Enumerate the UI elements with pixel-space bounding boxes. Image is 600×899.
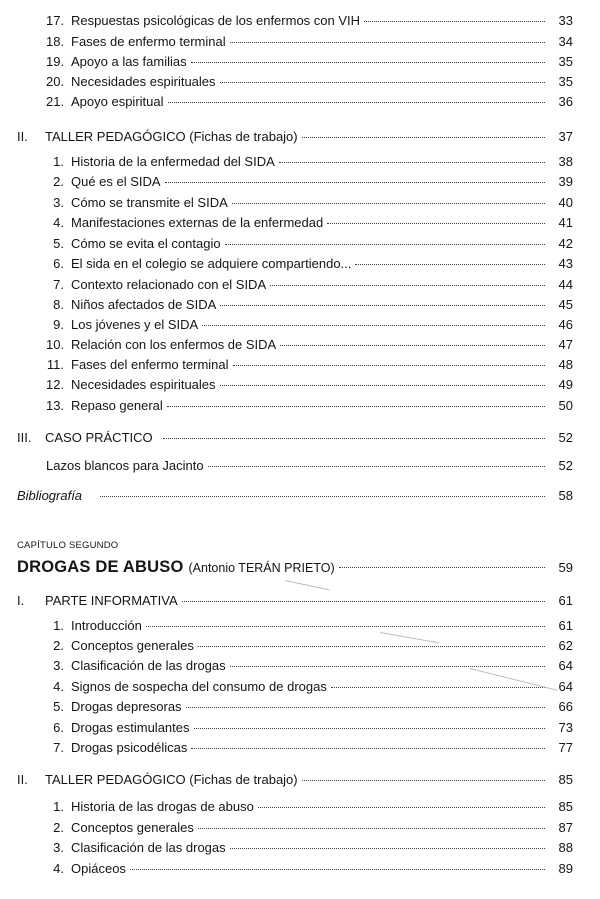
entry-number: 5. — [53, 699, 64, 714]
entry-number: 1. — [53, 799, 64, 814]
entry-title: Cómo se evita el contagio — [71, 236, 221, 251]
toc-entry[interactable] — [17, 487, 573, 505]
dot-leader — [167, 406, 545, 407]
entry-number: 9. — [53, 317, 64, 332]
toc-entry[interactable] — [46, 860, 573, 878]
entry-page-number: 87 — [558, 820, 573, 835]
dot-leader — [302, 780, 545, 781]
entry-page-number: 85 — [558, 772, 573, 787]
entry-number: 11. — [46, 357, 64, 372]
dot-leader — [280, 345, 545, 346]
entry-number: 7. — [53, 740, 64, 755]
dot-leader — [191, 62, 545, 63]
entry-page-number: 39 — [558, 174, 573, 189]
entry-title: Apoyo espiritual — [71, 94, 164, 109]
entry-title: Lazos blancos para Jacinto — [46, 458, 204, 473]
toc-entry[interactable] — [46, 698, 573, 716]
entry-page-number: 41 — [558, 215, 573, 230]
toc-entry[interactable] — [46, 53, 573, 71]
entry-title: Conceptos generales — [71, 820, 194, 835]
entry-page-number: 33 — [558, 13, 573, 28]
toc-entry[interactable] — [46, 739, 573, 757]
entry-number: 13. — [46, 398, 65, 413]
entry-number: 4. — [53, 679, 64, 694]
chapter-page-number: 59 — [558, 560, 573, 575]
dot-leader — [168, 102, 546, 103]
dot-leader — [225, 244, 545, 245]
dot-leader — [220, 385, 545, 386]
dot-leader — [302, 137, 545, 138]
entry-number: 4. — [53, 215, 64, 230]
entry-number: 21. — [46, 94, 65, 109]
dot-leader — [270, 285, 545, 286]
entry-title: Fases del enfermo terminal — [71, 357, 229, 372]
entry-number: 18. — [46, 34, 65, 49]
toc-entry[interactable] — [46, 819, 573, 837]
toc-entry[interactable] — [46, 93, 573, 111]
entry-number: 5. — [53, 236, 64, 251]
entry-page-number: 40 — [558, 195, 573, 210]
toc-section-entry[interactable] — [17, 771, 573, 789]
entry-title: Historia de la enfermedad del SIDA — [71, 154, 275, 169]
toc-entry[interactable] — [46, 316, 573, 334]
entry-title: TALLER PEDAGÓGICO (Fichas de trabajo) — [45, 772, 298, 787]
entry-number: 3. — [53, 195, 64, 210]
entry-number: 3. — [53, 840, 64, 855]
entry-number: 10. — [46, 337, 65, 352]
dot-leader — [146, 626, 545, 627]
toc-entry[interactable] — [46, 153, 573, 171]
toc-entry[interactable] — [46, 255, 573, 273]
toc-entry[interactable] — [46, 397, 573, 415]
dot-leader — [279, 162, 545, 163]
entry-title: Clasificación de las drogas — [71, 840, 226, 855]
entry-title: CASO PRÁCTICO — [45, 430, 153, 445]
entry-number: I. — [17, 593, 25, 608]
dot-leader — [233, 365, 545, 366]
dot-leader — [194, 728, 546, 729]
entry-page-number: 46 — [558, 317, 573, 332]
dot-leader — [186, 707, 545, 708]
dot-leader — [339, 567, 545, 568]
dot-leader — [163, 438, 545, 439]
chapter-title: DROGAS DE ABUSO — [17, 558, 184, 576]
entry-number: II. — [17, 129, 28, 144]
entry-title: Introducción — [71, 618, 142, 633]
dot-leader — [230, 666, 545, 667]
entry-page-number: 77 — [558, 740, 573, 755]
dot-leader — [331, 687, 545, 688]
entry-page-number: 61 — [558, 593, 573, 608]
dot-leader — [230, 848, 545, 849]
toc-entry[interactable] — [46, 173, 573, 191]
entry-title: Bibliografía — [17, 488, 83, 503]
entry-number: 7. — [53, 277, 64, 292]
dot-leader — [208, 466, 545, 467]
entry-page-number: 61 — [558, 618, 573, 633]
toc-entry[interactable] — [46, 376, 573, 394]
dot-leader — [100, 496, 545, 497]
entry-page-number: 49 — [558, 377, 573, 392]
entry-page-number: 50 — [558, 398, 573, 413]
dot-leader — [230, 42, 545, 43]
toc-entry[interactable] — [46, 356, 573, 374]
entry-number: 8. — [53, 297, 64, 312]
dot-leader — [327, 223, 545, 224]
dot-leader — [364, 21, 545, 22]
chapter-label: CAPÍTULO SEGUNDO — [17, 540, 119, 551]
dot-leader — [220, 82, 545, 83]
entry-number: 1. — [53, 154, 64, 169]
entry-number: 1. — [53, 618, 64, 633]
entry-title: Historia de las drogas de abuso — [71, 799, 254, 814]
entry-title: Conceptos generales — [71, 638, 194, 653]
toc-section-entry[interactable] — [17, 592, 573, 610]
dot-leader — [191, 748, 545, 749]
dot-leader — [165, 182, 545, 183]
entry-title: Drogas estimulantes — [71, 720, 190, 735]
entry-title: El sida en el colegio se adquiere compartiendo... — [71, 256, 352, 271]
toc-entry[interactable] — [46, 657, 573, 675]
entry-number: II. — [17, 772, 28, 787]
dot-leader — [182, 601, 545, 602]
toc-entry[interactable] — [46, 637, 573, 655]
entry-page-number: 43 — [558, 256, 573, 271]
entry-page-number: 48 — [558, 357, 573, 372]
entry-page-number: 58 — [558, 488, 573, 503]
entry-title: Qué es el SIDA — [71, 174, 161, 189]
entry-page-number: 44 — [558, 277, 573, 292]
toc-section-entry[interactable] — [17, 429, 573, 447]
toc-entry[interactable] — [46, 798, 573, 816]
entry-title: Necesidades espirituales — [71, 74, 216, 89]
scan-mark — [285, 580, 329, 590]
dot-leader — [232, 203, 545, 204]
entry-page-number: 45 — [558, 297, 573, 312]
entry-title: Manifestaciones externas de la enfermedad — [71, 215, 324, 230]
entry-title: Necesidades espirituales — [71, 377, 216, 392]
entry-number: 4. — [53, 861, 64, 876]
chapter-heading[interactable] — [17, 556, 573, 578]
entry-number: 3. — [53, 658, 64, 673]
entry-number: 17. — [46, 13, 65, 28]
dot-leader — [198, 646, 545, 647]
entry-title: TALLER PEDAGÓGICO (Fichas de trabajo) — [45, 129, 298, 144]
entry-page-number: 34 — [558, 34, 573, 49]
entry-page-number: 36 — [558, 94, 573, 109]
toc-entry[interactable] — [46, 296, 573, 314]
entry-title: Drogas depresoras — [71, 699, 182, 714]
toc-entry[interactable] — [46, 33, 573, 51]
entry-title: Clasificación de las drogas — [71, 658, 226, 673]
entry-page-number: 37 — [558, 129, 573, 144]
entry-page-number: 35 — [558, 74, 573, 89]
entry-title: Fases de enfermo terminal — [71, 34, 226, 49]
toc-entry[interactable] — [46, 457, 573, 475]
entry-number: 6. — [53, 720, 64, 735]
entry-page-number: 85 — [558, 799, 573, 814]
entry-number: 6. — [53, 256, 64, 271]
entry-title: Opiáceos — [71, 861, 126, 876]
toc-entry[interactable] — [46, 839, 573, 857]
toc-entry[interactable] — [46, 719, 573, 737]
dot-leader — [258, 807, 545, 808]
entry-page-number: 89 — [558, 861, 573, 876]
entry-title: Repaso general — [71, 398, 163, 413]
entry-title: Niños afectados de SIDA — [71, 297, 217, 312]
entry-page-number: 73 — [558, 720, 573, 735]
entry-title: Respuestas psicológicas de los enfermos con VIH — [71, 13, 361, 28]
entry-page-number: 47 — [558, 337, 573, 352]
entry-title: Signos de sospecha del consumo de drogas — [71, 679, 327, 694]
entry-title: Drogas psicodélicas — [71, 740, 188, 755]
entry-title: PARTE INFORMATIVA — [45, 593, 178, 608]
toc-entry[interactable] — [46, 678, 573, 696]
entry-number: 12. — [46, 377, 65, 392]
entry-number: 2. — [53, 174, 64, 189]
entry-page-number: 52 — [558, 458, 573, 473]
entry-page-number: 52 — [558, 430, 573, 445]
entry-page-number: 88 — [558, 840, 573, 855]
toc-entry[interactable] — [46, 235, 573, 253]
toc-entry[interactable] — [46, 617, 573, 635]
dot-leader — [202, 325, 545, 326]
dot-leader — [198, 828, 545, 829]
entry-title: Apoyo a las familias — [71, 54, 187, 69]
entry-page-number: 64 — [558, 658, 573, 673]
toc-entry[interactable] — [46, 73, 573, 91]
entry-number: 19. — [46, 54, 65, 69]
entry-page-number: 66 — [558, 699, 573, 714]
toc-entry[interactable] — [46, 336, 573, 354]
entry-number: III. — [17, 430, 32, 445]
entry-title: Contexto relacionado con el SIDA — [71, 277, 267, 292]
dot-leader — [220, 305, 545, 306]
entry-title: Cómo se transmite el SIDA — [71, 195, 228, 210]
entry-title: Relación con los enfermos de SIDA — [71, 337, 277, 352]
toc-entry[interactable] — [46, 276, 573, 294]
entry-page-number: 42 — [558, 236, 573, 251]
entry-title: Los jóvenes y el SIDA — [71, 317, 199, 332]
entry-number: 2. — [53, 820, 64, 835]
entry-page-number: 64 — [558, 679, 573, 694]
dot-leader — [130, 869, 545, 870]
toc-entry[interactable] — [46, 12, 573, 30]
entry-number: 2. — [53, 638, 64, 653]
toc-entry[interactable] — [46, 194, 573, 212]
entry-page-number: 38 — [558, 154, 573, 169]
toc-section-entry[interactable] — [17, 128, 573, 146]
chapter-author: (Antonio TERÁN PRIETO) — [188, 561, 335, 575]
toc-entry[interactable] — [46, 214, 573, 232]
entry-number: 20. — [46, 74, 65, 89]
entry-page-number: 35 — [558, 54, 573, 69]
entry-page-number: 62 — [558, 638, 573, 653]
dot-leader — [355, 264, 545, 265]
